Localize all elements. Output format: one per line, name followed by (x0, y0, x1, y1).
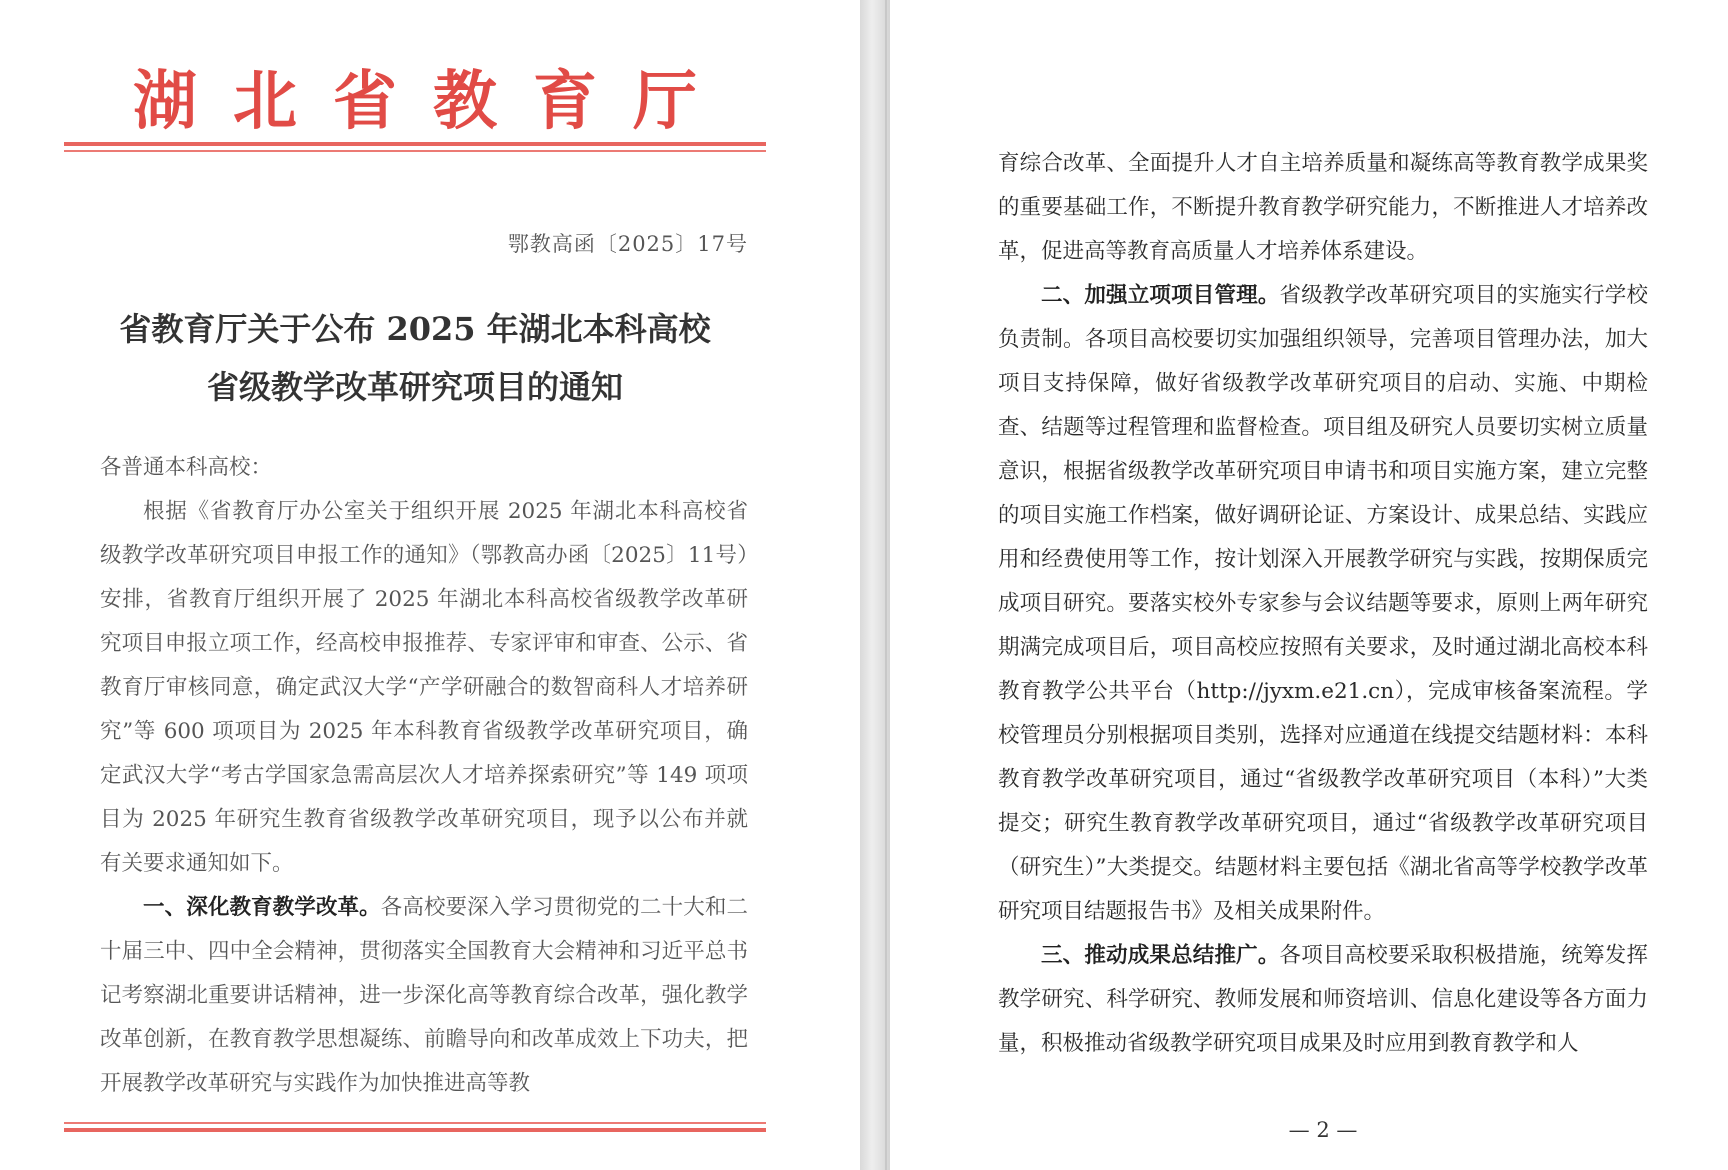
salutation: 各普通本科高校： (100, 455, 273, 480)
platform-url[interactable]: （http://jyxm.e21.cn） (1174, 679, 1406, 704)
document-title (64, 300, 766, 416)
document-page-2 (890, 0, 1728, 1170)
section-2-text-a: 省级教学改革研究项目的实施实行学校负责制。各项目高校要切实加强组织领导，完善项目管理办法，加大项目支持保障，做好省级教学改革研究项目的启动、实施、中期检查、结题等过程管理和监督检查。项目组及研究人员要切实树立质量意识，根据省级教学改革研究项目申请书和项目实施方案，建立完整的项目实施工作档案，做好调研论证、方案设计、成果总结、实践应用和经费使用等工作，按计划深入开展教学研究与实践，按期保质完成项目研究。要落实校外专家参与会议结题等要求，原则上两年研究期满完成项目后，项目高校应按照有关要求，及时通过湖北高校本科教育教学公共平台 (998, 283, 1648, 704)
paragraph-intro: 根据《省教育厅办公室关于组织开展 2025 年湖北本科高校省级教学改革研究项目申报工作的通知》（鄂教高办函〔2025〕11号）安排，省教育厅组织开展了 2025 年湖北本科高校省级教学改革研究项目申报立项工作，经高校申报推荐、专家评审和审查、公示、省教育厅审核同意，确定武汉大学“产学研融合的数智商科人才培养研究”等 600 项项目为 2025 年本科教育省级教学改革研究项目，确定武汉大学“考古学国家急需高层次人才培养探索研究”等 149 项项目为 2025 年研究生教育省级教学改革研究项目，现予以公布并就有关要求通知如下。 (100, 499, 748, 876)
section-2-heading: 二、加强立项项目管理。 (1041, 283, 1280, 308)
masthead-title: 湖北省教育厅 (133, 65, 733, 139)
section-3-paragraph (998, 934, 1648, 1066)
section-2-paragraph (998, 274, 1648, 934)
right-page-body (998, 142, 1648, 1066)
section-1-paragraph (100, 886, 748, 1106)
section-1-text: 各高校要深入学习贯彻党的二十大和二十届三中、四中全会精神，贯彻落实全国教育大会精神和习近平总书记考察湖北重要讲话精神，进一步深化高等教育综合改革，强化教学改革创新，在教育教学思想凝练、前瞻导向和改革成效上下功夫，把开展教学改革研究与实践作为加快推进高等教 (100, 895, 748, 1096)
document-number: 鄂教高函〔2025〕17号 (507, 232, 748, 256)
document-page-1 (0, 0, 860, 1170)
section-3-heading: 三、推动成果总结推广。 (1041, 943, 1280, 968)
paragraph-continued: 育综合改革、全面提升人才自主培养质量和凝练高等教育教学成果奖的重要基础工作，不断提升教育教学研究能力，不断推进人才培养改革，促进高等教育高质量人才培养体系建设。 (998, 151, 1648, 264)
red-header-rule (64, 142, 766, 152)
page-number: — 2 — (1288, 1118, 1358, 1142)
left-page-body (100, 446, 748, 1106)
title-line-1: 省教育厅关于公布 2025 年湖北本科高校 (119, 310, 711, 348)
section-3-text: 各项目高校要采取积极措施，统筹发挥教学研究、科学研究、教师发展和师资培训、信息化建设等各方面力量，积极推动省级教学研究项目成果及时应用到教育教学和人 (998, 943, 1648, 1056)
title-line-2: 省级教学改革研究项目的通知 (206, 368, 623, 406)
section-1-heading: 一、深化教育教学改革。 (143, 895, 381, 920)
section-2-text-b: ，完成审核备案流程。学校管理员分别根据项目类别，选择对应通道在线提交结题材料：本科教育教学改革研究项目，通过“省级教学改革研究项目（本科）”大类提交；研究生教育教学改革研究项目，通过“省级教学改革研究项目（研究生）”大类提交。结题材料主要包括《湖北省高等学校教学改革研究项目结题报告书》及相关成果附件。 (998, 679, 1648, 924)
red-footer-rule (64, 1122, 766, 1132)
page-divider (885, 0, 887, 1170)
